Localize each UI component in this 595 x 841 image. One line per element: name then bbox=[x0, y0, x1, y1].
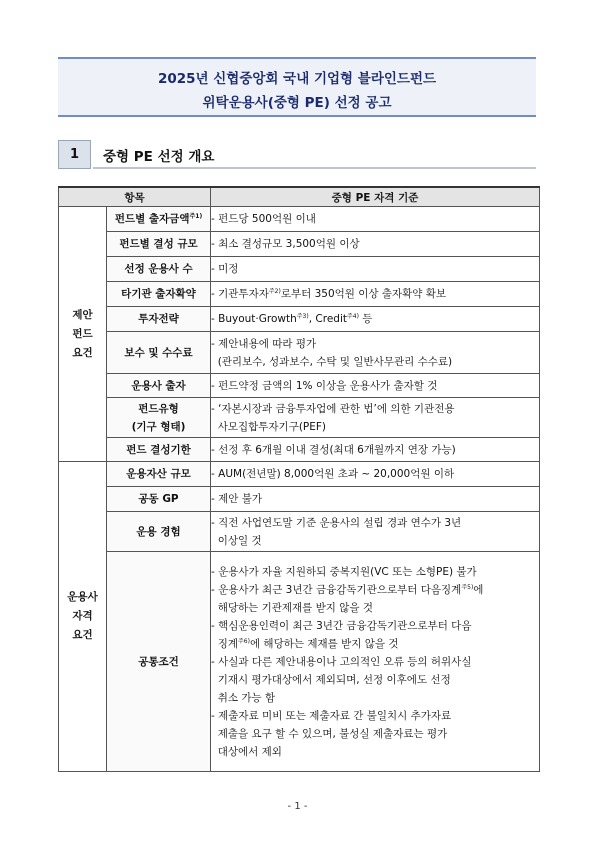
criteria-line bbox=[211, 532, 539, 550]
table-row bbox=[59, 512, 540, 552]
item-label-line bbox=[107, 377, 210, 395]
criteria-cell bbox=[211, 332, 540, 374]
footnote-mark: 주4) bbox=[347, 313, 359, 320]
table-row bbox=[59, 307, 540, 332]
footnote-mark: 주3) bbox=[296, 313, 309, 320]
table-row bbox=[59, 438, 540, 462]
criteria-cell bbox=[211, 282, 540, 307]
criteria-line bbox=[211, 400, 539, 418]
criteria-line bbox=[211, 490, 539, 508]
item-cell bbox=[107, 257, 211, 282]
criteria-line bbox=[211, 617, 539, 635]
criteria-text: - 제출자료 미비 또는 제출자료 간 불일치시 추가자료 bbox=[211, 709, 452, 722]
criteria-text: - 선정 후 6개월 이내 결성(최대 6개월까지 연장 가능) bbox=[211, 443, 456, 456]
item-label-line bbox=[107, 310, 210, 328]
criteria-text: - AUM(전년말) 8,000억원 초과 ~ 20,000억원 이하 bbox=[211, 468, 455, 480]
document-title-line1: 2025년 신협중앙회 국내 기업형 블라인드펀드 bbox=[157, 71, 437, 87]
criteria-text: 로부터 350억원 이상 출자확약 확보 bbox=[280, 288, 447, 300]
footnote-mark: 주2) bbox=[268, 288, 281, 295]
criteria-line bbox=[211, 285, 539, 303]
criteria-text: 에 bbox=[473, 583, 484, 596]
criteria-text: - 운용사가 자율 지원하되 중복지원(VC 또는 소형PE) 불가 bbox=[211, 565, 477, 578]
item-cell bbox=[107, 307, 211, 332]
item-label-text: 타기관 출자확약 bbox=[121, 288, 196, 300]
table-row bbox=[59, 282, 540, 307]
group-label bbox=[59, 207, 107, 462]
criteria-line bbox=[211, 441, 539, 459]
section-heading bbox=[58, 140, 536, 169]
criteria-line bbox=[211, 689, 539, 707]
table-row bbox=[59, 552, 540, 772]
criteria-line bbox=[211, 335, 539, 353]
header-criteria: 중형 PE 자격 기준 bbox=[211, 187, 540, 207]
item-label-line bbox=[107, 260, 210, 278]
criteria-line bbox=[211, 725, 539, 743]
item-label-text: 펀드별 결성 규모 bbox=[119, 238, 198, 250]
group-label-line: 운용사 bbox=[67, 591, 98, 603]
criteria-cell bbox=[211, 374, 540, 398]
table-row bbox=[59, 207, 540, 232]
criteria-table-body bbox=[59, 187, 540, 772]
criteria-cell bbox=[211, 462, 540, 487]
item-label-line bbox=[107, 210, 210, 228]
group-label-line: 자격 bbox=[72, 610, 93, 622]
criteria-line bbox=[211, 465, 539, 483]
document-title-line2: 위탁운용사(중형 PE) 선정 공고 bbox=[202, 95, 392, 111]
criteria-line bbox=[211, 581, 539, 599]
criteria-text: , Credit bbox=[308, 313, 347, 325]
criteria-text: - ‘자본시장과 금융투자업에 관한 법’에 의한 기관전용 bbox=[211, 402, 455, 415]
item-label-text: 운용자산 규모 bbox=[126, 468, 191, 480]
group-label-line: 펀드 bbox=[72, 327, 93, 340]
item-label-line bbox=[107, 235, 210, 253]
table-row bbox=[59, 332, 540, 374]
item-label-line bbox=[107, 523, 210, 541]
criteria-text: - 제안내용에 따라 평가 bbox=[211, 337, 317, 350]
criteria-text: 사모집합투자기구(PEF) bbox=[211, 420, 327, 433]
item-label-text: 선정 운용사 수 bbox=[124, 263, 193, 275]
item-label-line bbox=[107, 653, 210, 671]
page-number: - 1 - bbox=[287, 801, 308, 812]
criteria-text: 취소 가능 함 bbox=[211, 691, 276, 704]
criteria-line bbox=[211, 310, 539, 328]
item-label-text: 펀드 결성기한 bbox=[126, 443, 191, 456]
item-cell bbox=[107, 207, 211, 232]
criteria-line bbox=[211, 210, 539, 228]
criteria-cell bbox=[211, 232, 540, 257]
group-label-line: 제안 bbox=[72, 308, 93, 321]
criteria-cell bbox=[211, 512, 540, 552]
section-underline bbox=[93, 167, 536, 169]
criteria-line bbox=[211, 377, 539, 395]
criteria-cell bbox=[211, 257, 540, 282]
item-label-text: 공통조건 bbox=[138, 655, 179, 668]
table-row bbox=[59, 487, 540, 512]
item-cell bbox=[107, 232, 211, 257]
item-cell bbox=[107, 487, 211, 512]
item-label-text: 보수 및 수수료 bbox=[124, 346, 193, 359]
criteria-text: - 펀드약정 금액의 1% 이상을 운용사가 출자할 것 bbox=[211, 379, 438, 392]
item-label-text: (기구 형태) bbox=[131, 420, 186, 433]
criteria-text: 에 해당하는 제재를 받지 않을 것 bbox=[249, 637, 399, 650]
criteria-text: 제출을 요구 할 수 있으며, 불성실 제출자료는 평가 bbox=[211, 727, 448, 740]
criteria-line bbox=[211, 235, 539, 253]
criteria-text: - 최소 결성규모 3,500억원 이상 bbox=[211, 238, 360, 250]
item-label-line bbox=[107, 490, 210, 508]
criteria-line bbox=[211, 418, 539, 436]
item-cell bbox=[107, 552, 211, 772]
criteria-table bbox=[58, 186, 540, 772]
document-title-box bbox=[58, 57, 536, 117]
item-label-text: 투자전략 bbox=[138, 313, 179, 325]
criteria-text: 대상에서 제외 bbox=[211, 745, 282, 758]
criteria-cell bbox=[211, 438, 540, 462]
criteria-text: - 핵심운용인력이 최근 3년간 금융감독기관으로부터 다음 bbox=[211, 619, 472, 632]
group-label-line: 요건 bbox=[72, 346, 93, 359]
table-row bbox=[59, 257, 540, 282]
criteria-cell bbox=[211, 487, 540, 512]
item-cell bbox=[107, 282, 211, 307]
item-cell bbox=[107, 374, 211, 398]
criteria-text: 해당하는 기관제재를 받지 않을 것 bbox=[211, 601, 374, 614]
criteria-line bbox=[211, 514, 539, 532]
criteria-text: - 펀드당 500억원 이내 bbox=[211, 213, 316, 225]
item-label-line bbox=[107, 285, 210, 303]
criteria-text: - 사실과 다른 제안내용이나 고의적인 오류 등의 허위사실 bbox=[211, 655, 472, 668]
section-title: 중형 PE 선정 개요 bbox=[103, 149, 215, 165]
group-label-line: 요건 bbox=[72, 629, 93, 641]
item-label-text: 펀드별 출자금액 bbox=[114, 213, 190, 225]
table-row bbox=[59, 232, 540, 257]
item-cell bbox=[107, 462, 211, 487]
criteria-line bbox=[211, 743, 539, 761]
item-label-line bbox=[107, 441, 210, 459]
table-row bbox=[59, 374, 540, 398]
item-label-text: 공동 GP bbox=[138, 493, 179, 505]
item-label-line bbox=[107, 465, 210, 483]
table-row bbox=[59, 462, 540, 487]
item-cell bbox=[107, 332, 211, 374]
criteria-text: - 기관투자자 bbox=[211, 288, 269, 300]
group-label bbox=[59, 462, 107, 772]
item-cell bbox=[107, 398, 211, 438]
footnote-mark: 주5) bbox=[461, 583, 474, 591]
item-label-line bbox=[107, 400, 210, 418]
footnote-mark: 주1) bbox=[189, 213, 203, 220]
criteria-line bbox=[211, 707, 539, 725]
criteria-text: - 미정 bbox=[211, 263, 239, 275]
item-label-text: 펀드유형 bbox=[138, 402, 179, 415]
criteria-text: - 운용사가 최근 3년간 금융감독기관으로부터 다음징계 bbox=[211, 583, 462, 596]
criteria-cell bbox=[211, 552, 540, 772]
section-number: 1 bbox=[58, 140, 91, 169]
criteria-line bbox=[211, 599, 539, 617]
item-label-line bbox=[107, 418, 210, 436]
item-label-text: 운용사 출자 bbox=[131, 379, 186, 392]
table-row bbox=[59, 398, 540, 438]
criteria-text: - 제안 불가 bbox=[211, 493, 263, 505]
criteria-cell bbox=[211, 307, 540, 332]
criteria-line bbox=[211, 563, 539, 581]
criteria-text: 기재시 평가대상에서 제외되며, 선정 이후에도 선정 bbox=[211, 673, 451, 686]
item-cell bbox=[107, 438, 211, 462]
criteria-text: - Buyout·Growth bbox=[211, 313, 297, 325]
item-label-text: 운용 경험 bbox=[136, 525, 181, 538]
item-label-line bbox=[107, 344, 210, 362]
criteria-text: 징계 bbox=[211, 637, 238, 650]
criteria-line bbox=[211, 353, 539, 371]
criteria-line bbox=[211, 653, 539, 671]
table-header-row bbox=[59, 187, 540, 207]
criteria-text: - 직전 사업연도말 기준 운용사의 설립 경과 연수가 3년 bbox=[211, 516, 462, 529]
criteria-cell bbox=[211, 207, 540, 232]
criteria-line bbox=[211, 671, 539, 689]
criteria-line bbox=[211, 260, 539, 278]
criteria-text: 등 bbox=[358, 313, 373, 325]
criteria-text: (관리보수, 성과보수, 수탁 및 일반사무관리 수수료) bbox=[211, 355, 453, 368]
criteria-line bbox=[211, 635, 539, 653]
footnote-mark: 주6) bbox=[237, 637, 250, 645]
item-cell bbox=[107, 512, 211, 552]
criteria-cell bbox=[211, 398, 540, 438]
header-item: 항목 bbox=[59, 187, 211, 207]
criteria-text: 이상일 것 bbox=[211, 534, 262, 547]
